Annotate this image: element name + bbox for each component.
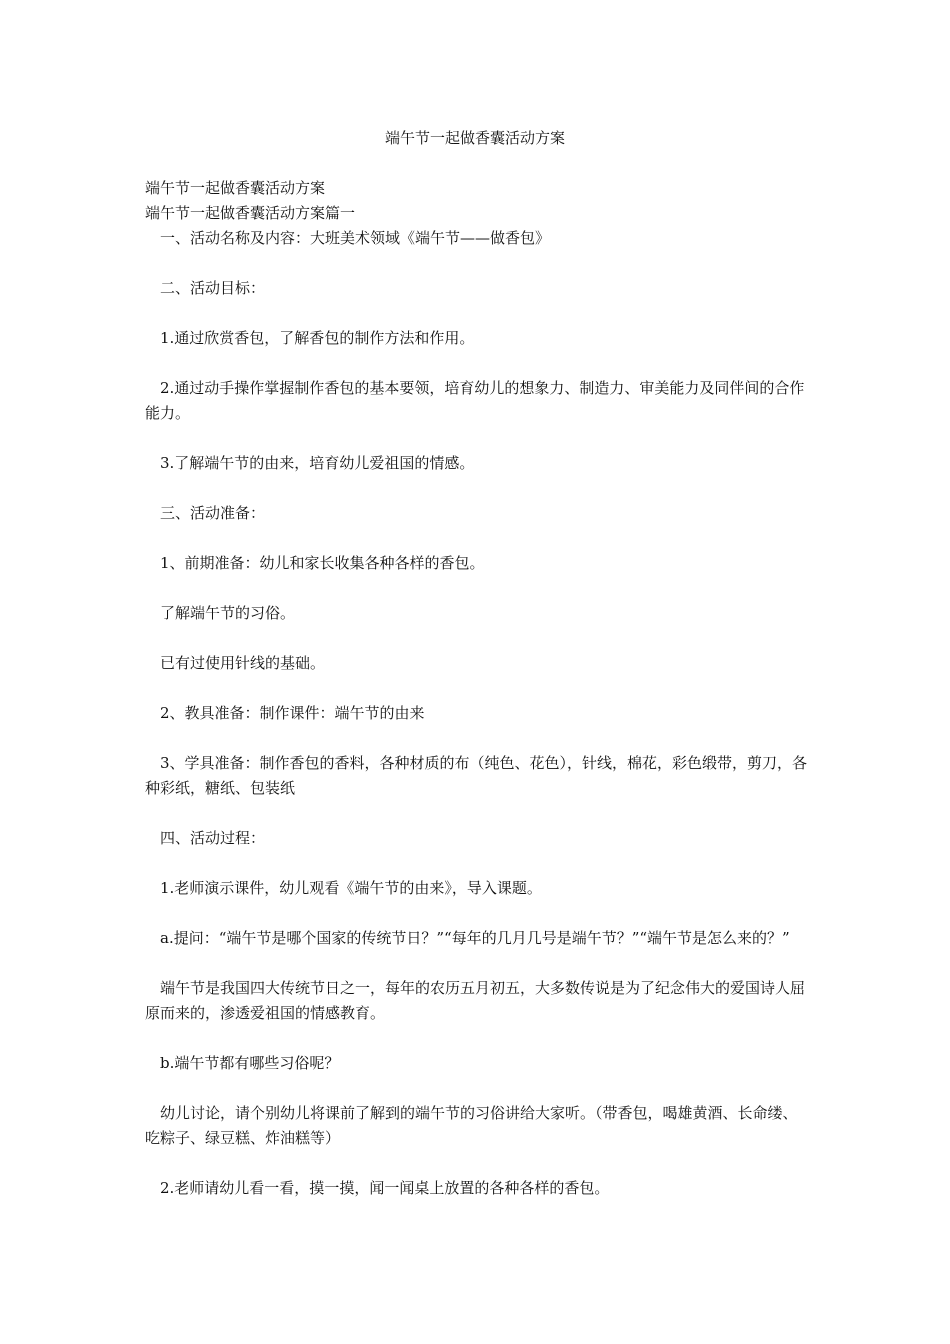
- document-body: [145, 176, 810, 1201]
- paragraph-preparation-customs: 了解端午节的习俗。: [160, 604, 296, 622]
- paragraph-process-discussion: 幼儿讨论，请个别幼儿将课前了解到的端午节的习俗讲给大家听。（带香包，喝雄黄酒、长命缕、吃粽子、绿豆糕、炸油糕等）: [145, 1104, 798, 1147]
- paragraph-goal-1: 1.通过欣赏香包，了解香包的制作方法和作用。: [160, 329, 475, 347]
- paragraph-preparation-2: 2、教具准备：制作课件：端午节的由来: [160, 704, 425, 722]
- paragraph-preparation-1: 1、前期准备：幼儿和家长收集各种各样的香包。: [160, 554, 485, 572]
- paragraph-process-2: 2.老师请幼儿看一看，摸一摸，闻一闻桌上放置的各种各样的香包。: [160, 1179, 610, 1197]
- paragraph-goals-heading: 二、活动目标：: [160, 279, 266, 297]
- paragraph-preparation-3: 3、学具准备：制作香包的香料，各种材质的布（纯色、花色），针线，棉花，彩色缎带，剪刀，各种彩纸，糖纸、包装纸: [145, 754, 808, 797]
- paragraph-process-1b: b.端午节都有哪些习俗呢？: [160, 1054, 340, 1072]
- paragraph-process-heading: 四、活动过程：: [160, 829, 266, 847]
- paragraph-process-1: 1.老师演示课件，幼儿观看《端午节的由来》，导入课题。: [160, 879, 542, 897]
- paragraph-goal-3: 3.了解端午节的由来，培育幼儿爱祖国的情感。: [160, 454, 475, 472]
- paragraph-activity-name: 一、活动名称及内容：大班美术领域《端午节——做香包》: [160, 229, 551, 247]
- paragraph-process-answer: 端午节是我国四大传统节日之一，每年的农历五月初五，大多数传说是为了纪念伟大的爱国诗人屈原而来的，渗透爱祖国的情感教育。: [145, 979, 806, 1022]
- document-subheading: 端午节一起做香囊活动方案篇一: [145, 204, 356, 222]
- document-title: 端午节一起做香囊活动方案: [384, 129, 565, 147]
- paragraph-preparation-needle: 已有过使用针线的基础。: [160, 654, 326, 672]
- paragraph-goal-2: 2.通过动手操作掌握制作香包的基本要领，培育幼儿的想象力、制造力、审美能力及同伴间的合作能力。: [145, 379, 805, 422]
- paragraph-process-1a: a.提问：“端午节是哪个国家的传统节日？”“每年的几月几号是端午节？”“端午节是怎么来的？”: [160, 929, 790, 947]
- document-heading: 端午节一起做香囊活动方案: [145, 179, 326, 197]
- paragraph-preparation-heading: 三、活动准备：: [160, 504, 266, 522]
